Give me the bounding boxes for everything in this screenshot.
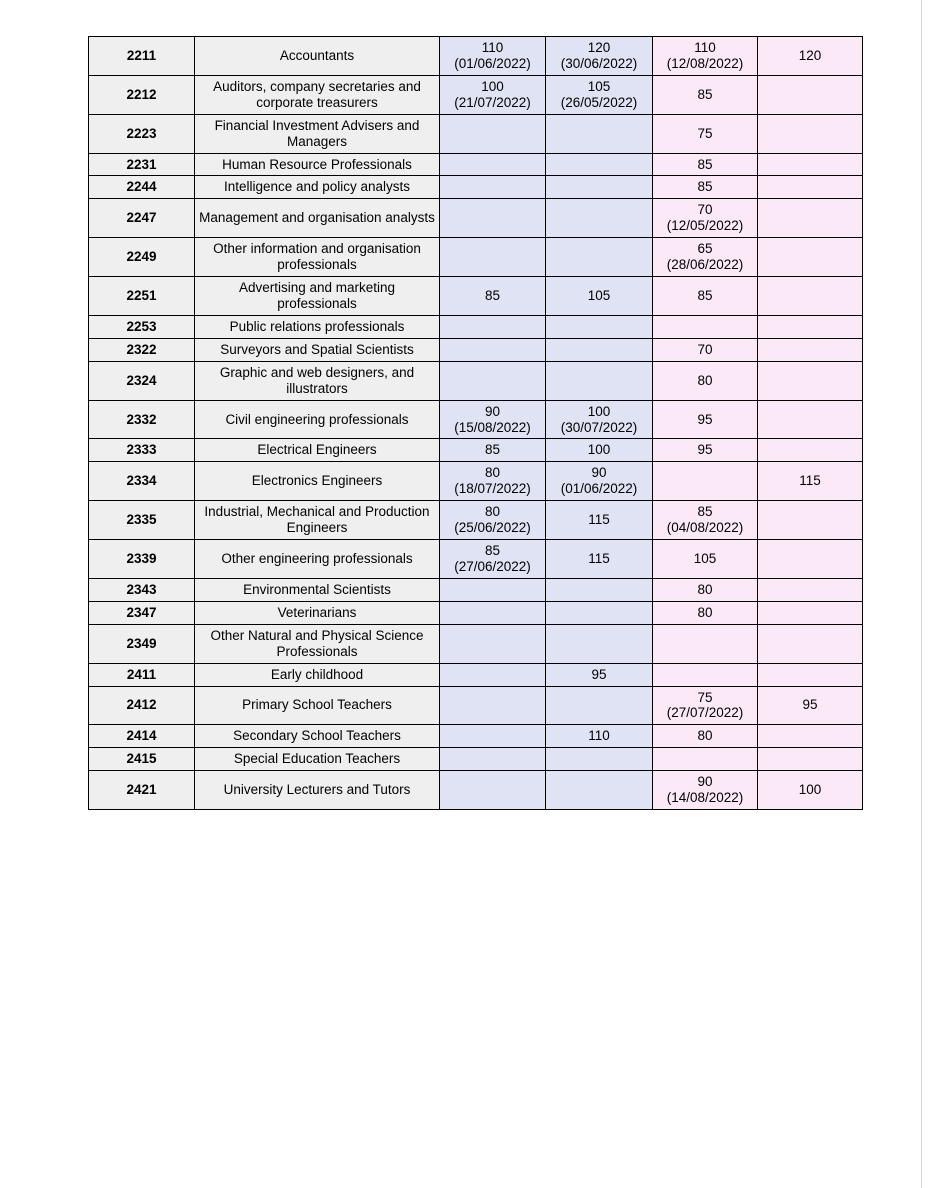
table-row — [89, 277, 863, 316]
ceiling-value: 115 — [588, 512, 610, 528]
ceiling-value: 90 — [697, 774, 713, 790]
round-3-cell — [653, 338, 758, 361]
round-2-cell — [546, 686, 653, 725]
round-3-cell — [653, 578, 758, 601]
occupation-code-cell: 2332 — [89, 400, 195, 439]
round-4-cell — [758, 578, 863, 601]
round-4-cell — [758, 686, 863, 725]
round-4-cell — [758, 663, 863, 686]
occupation-name-cell: Environmental Scientists — [195, 578, 440, 601]
round-4-cell — [758, 75, 863, 114]
round-2-cell — [546, 199, 653, 238]
round-4-cell — [758, 439, 863, 462]
round-2-cell — [546, 361, 653, 400]
ceiling-date: (27/06/2022) — [454, 558, 531, 574]
round-1-cell — [440, 114, 546, 153]
round-2-cell — [546, 153, 653, 176]
round-2-cell — [546, 277, 653, 316]
round-4-cell — [758, 540, 863, 579]
occupation-name-cell: Veterinarians — [195, 601, 440, 624]
table-row — [89, 725, 863, 748]
round-3-cell — [653, 361, 758, 400]
round-2-cell — [546, 37, 653, 76]
round-1-cell — [440, 75, 546, 114]
round-1-cell — [440, 601, 546, 624]
table-row — [89, 601, 863, 624]
round-4-cell — [758, 501, 863, 540]
ceiling-value: 90 — [484, 403, 501, 419]
round-1-cell — [440, 725, 546, 748]
occupation-name-cell: Other engineering professionals — [195, 540, 440, 579]
round-2-cell — [546, 439, 653, 462]
round-3-cell — [653, 462, 758, 501]
ceiling-value: 120 — [798, 47, 822, 63]
round-1-cell — [440, 199, 546, 238]
round-2-cell — [546, 338, 653, 361]
round-2-cell — [546, 540, 653, 579]
round-2-cell — [546, 75, 653, 114]
ceiling-date: (04/08/2022) — [666, 520, 744, 536]
table-row — [89, 686, 863, 725]
ceiling-value: 100 — [587, 403, 611, 419]
table-row — [89, 540, 863, 579]
occupation-code-cell: 2244 — [89, 176, 195, 199]
round-1-cell — [440, 663, 546, 686]
round-1-cell — [440, 37, 546, 76]
round-1-cell — [440, 153, 546, 176]
table-row — [89, 238, 863, 277]
table-row — [89, 501, 863, 540]
occupation-table-container — [88, 36, 862, 810]
table-row — [89, 199, 863, 238]
ceiling-value: 85 — [484, 288, 501, 304]
ceiling-value: 120 — [587, 40, 611, 55]
occupation-code-cell: 2253 — [89, 315, 195, 338]
ceiling-value: 75 — [697, 689, 713, 705]
round-3-cell — [653, 771, 758, 810]
round-4-cell — [758, 238, 863, 277]
ceiling-value: 100 — [481, 78, 504, 94]
ceiling-value: 70 — [697, 341, 713, 357]
round-1-cell — [440, 578, 546, 601]
round-2-cell — [546, 663, 653, 686]
table-row — [89, 578, 863, 601]
occupation-name-cell: Graphic and web designers, and illustrators — [195, 361, 440, 400]
occupation-code-cell: 2414 — [89, 725, 195, 748]
round-3-cell — [653, 540, 758, 579]
page-right-margin-rule — [921, 0, 930, 1188]
occupation-name-cell: Early childhood — [195, 663, 440, 686]
ceiling-value: 105 — [693, 551, 717, 566]
round-3-cell — [653, 176, 758, 199]
table-row — [89, 315, 863, 338]
ceiling-value: 115 — [799, 473, 821, 489]
table-row — [89, 114, 863, 153]
occupation-ceiling-table — [88, 36, 863, 810]
round-2-cell — [546, 176, 653, 199]
round-1-cell — [440, 338, 546, 361]
round-1-cell — [440, 501, 546, 540]
occupation-name-cell: Primary School Teachers — [195, 686, 440, 725]
round-4-cell — [758, 114, 863, 153]
ceiling-date: (12/08/2022) — [666, 55, 744, 71]
round-3-cell — [653, 439, 758, 462]
ceiling-value: 85 — [697, 156, 713, 172]
occupation-name-cell: Industrial, Mechanical and Production Engineers — [195, 501, 440, 540]
table-row — [89, 37, 863, 76]
ceiling-date: (12/05/2022) — [666, 218, 744, 234]
ceiling-date: (21/07/2022) — [454, 94, 531, 110]
round-1-cell — [440, 277, 546, 316]
table-row — [89, 361, 863, 400]
round-4-cell — [758, 624, 863, 663]
ceiling-value: 100 — [798, 782, 822, 798]
table-row — [89, 771, 863, 810]
round-4-cell — [758, 315, 863, 338]
ceiling-value: 80 — [697, 581, 713, 597]
occupation-code-cell: 2412 — [89, 686, 195, 725]
occupation-name-cell: Electrical Engineers — [195, 439, 440, 462]
ceiling-value: 80 — [484, 504, 501, 520]
ceiling-value: 75 — [697, 125, 713, 141]
round-1-cell — [440, 462, 546, 501]
round-2-cell — [546, 748, 653, 771]
ceiling-value: 115 — [588, 551, 610, 566]
occupation-name-cell: Public relations professionals — [195, 315, 440, 338]
ceiling-value: 85 — [697, 504, 713, 520]
round-3-cell — [653, 153, 758, 176]
round-3-cell — [653, 114, 758, 153]
ceiling-value: 80 — [697, 604, 713, 620]
occupation-code-cell: 2249 — [89, 238, 195, 277]
round-2-cell — [546, 462, 653, 501]
occupation-name-cell: Electronics Engineers — [195, 462, 440, 501]
round-3-cell — [653, 686, 758, 725]
occupation-name-cell: Special Education Teachers — [195, 748, 440, 771]
ceiling-date: (30/07/2022) — [560, 419, 638, 435]
ceiling-value: 85 — [484, 543, 501, 559]
round-1-cell — [440, 176, 546, 199]
round-4-cell — [758, 37, 863, 76]
occupation-code-cell: 2333 — [89, 439, 195, 462]
occupation-name-cell: Advertising and marketing professionals — [195, 277, 440, 316]
occupation-code-cell: 2343 — [89, 578, 195, 601]
ceiling-value: 85 — [697, 288, 713, 304]
occupation-name-cell: University Lecturers and Tutors — [195, 771, 440, 810]
occupation-code-cell: 2212 — [89, 75, 195, 114]
ceiling-value: 95 — [802, 697, 818, 713]
table-row — [89, 663, 863, 686]
round-4-cell — [758, 601, 863, 624]
ceiling-value: 90 — [591, 465, 607, 481]
occupation-code-cell: 2223 — [89, 114, 195, 153]
round-4-cell — [758, 462, 863, 501]
round-4-cell — [758, 725, 863, 748]
table-row — [89, 624, 863, 663]
ceiling-date: (18/07/2022) — [454, 481, 531, 497]
occupation-code-cell: 2247 — [89, 199, 195, 238]
ceiling-date: (25/06/2022) — [454, 520, 531, 536]
round-2-cell — [546, 238, 653, 277]
table-row — [89, 400, 863, 439]
round-1-cell — [440, 400, 546, 439]
ceiling-date: (01/06/2022) — [560, 481, 638, 497]
round-3-cell — [653, 277, 758, 316]
occupation-name-cell: Civil engineering professionals — [195, 400, 440, 439]
round-4-cell — [758, 748, 863, 771]
ceiling-value: 110 — [588, 728, 610, 744]
round-3-cell — [653, 37, 758, 76]
round-2-cell — [546, 771, 653, 810]
ceiling-value: 95 — [591, 666, 607, 682]
ceiling-date: (15/08/2022) — [454, 419, 531, 435]
occupation-name-cell: Human Resource Professionals — [195, 153, 440, 176]
occupation-name-cell: Accountants — [195, 37, 440, 76]
round-2-cell — [546, 725, 653, 748]
round-1-cell — [440, 748, 546, 771]
round-3-cell — [653, 75, 758, 114]
round-3-cell — [653, 748, 758, 771]
round-4-cell — [758, 199, 863, 238]
ceiling-date: (14/08/2022) — [666, 790, 744, 806]
round-1-cell — [440, 238, 546, 277]
table-row — [89, 338, 863, 361]
round-3-cell — [653, 315, 758, 338]
round-2-cell — [546, 601, 653, 624]
table-row — [89, 439, 863, 462]
round-2-cell — [546, 624, 653, 663]
occupation-name-cell: Other Natural and Physical Science Professionals — [195, 624, 440, 663]
round-4-cell — [758, 153, 863, 176]
occupation-code-cell: 2231 — [89, 153, 195, 176]
occupation-code-cell: 2334 — [89, 462, 195, 501]
ceiling-value: 80 — [697, 728, 713, 744]
round-4-cell — [758, 400, 863, 439]
round-3-cell — [653, 199, 758, 238]
ceiling-date: (01/06/2022) — [454, 55, 531, 71]
round-1-cell — [440, 540, 546, 579]
ceiling-value: 95 — [697, 411, 713, 427]
ceiling-date: (27/07/2022) — [666, 705, 744, 721]
table-row — [89, 176, 863, 199]
occupation-code-cell: 2335 — [89, 501, 195, 540]
occupation-name-cell: Auditors, company secretaries and corporate treasurers — [195, 75, 440, 114]
ceiling-value: 105 — [587, 78, 611, 94]
round-4-cell — [758, 338, 863, 361]
occupation-code-cell: 2211 — [89, 37, 195, 76]
round-4-cell — [758, 277, 863, 316]
round-2-cell — [546, 501, 653, 540]
round-3-cell — [653, 725, 758, 748]
table-row — [89, 75, 863, 114]
ceiling-value: 85 — [697, 86, 713, 102]
occupation-code-cell: 2322 — [89, 338, 195, 361]
ceiling-value: 95 — [697, 442, 713, 458]
occupation-table-body — [89, 37, 863, 810]
occupation-name-cell: Intelligence and policy analysts — [195, 176, 440, 199]
ceiling-date: (30/06/2022) — [560, 55, 638, 71]
table-row — [89, 462, 863, 501]
occupation-name-cell: Management and organisation analysts — [195, 199, 440, 238]
round-3-cell — [653, 400, 758, 439]
round-1-cell — [440, 686, 546, 725]
table-row — [89, 748, 863, 771]
round-1-cell — [440, 439, 546, 462]
round-2-cell — [546, 400, 653, 439]
ceiling-value: 100 — [587, 442, 611, 458]
round-3-cell — [653, 501, 758, 540]
ceiling-value: 110 — [481, 40, 504, 55]
occupation-code-cell: 2411 — [89, 663, 195, 686]
ceiling-value: 105 — [587, 288, 611, 304]
round-3-cell — [653, 624, 758, 663]
occupation-code-cell: 2339 — [89, 540, 195, 579]
ceiling-value: 110 — [694, 40, 716, 55]
ceiling-value: 85 — [697, 179, 713, 195]
round-2-cell — [546, 114, 653, 153]
ceiling-value: 80 — [697, 372, 713, 388]
round-2-cell — [546, 315, 653, 338]
round-4-cell — [758, 361, 863, 400]
round-3-cell — [653, 663, 758, 686]
round-1-cell — [440, 361, 546, 400]
occupation-code-cell: 2347 — [89, 601, 195, 624]
round-3-cell — [653, 238, 758, 277]
occupation-code-cell: 2349 — [89, 624, 195, 663]
occupation-code-cell: 2251 — [89, 277, 195, 316]
round-4-cell — [758, 176, 863, 199]
ceiling-value: 80 — [484, 465, 501, 481]
round-2-cell — [546, 578, 653, 601]
occupation-code-cell: 2415 — [89, 748, 195, 771]
occupation-name-cell: Secondary School Teachers — [195, 725, 440, 748]
ceiling-date: (28/06/2022) — [666, 257, 744, 273]
round-3-cell — [653, 601, 758, 624]
occupation-code-cell: 2421 — [89, 771, 195, 810]
round-4-cell — [758, 771, 863, 810]
occupation-code-cell: 2324 — [89, 361, 195, 400]
ceiling-date: (26/05/2022) — [560, 94, 638, 110]
occupation-name-cell: Other information and organisation professionals — [195, 238, 440, 277]
ceiling-value: 70 — [697, 202, 713, 218]
round-1-cell — [440, 624, 546, 663]
round-1-cell — [440, 315, 546, 338]
ceiling-value: 65 — [697, 241, 713, 257]
occupation-name-cell: Surveyors and Spatial Scientists — [195, 338, 440, 361]
round-1-cell — [440, 771, 546, 810]
ceiling-value: 85 — [484, 442, 501, 458]
occupation-name-cell: Financial Investment Advisers and Managers — [195, 114, 440, 153]
table-row — [89, 153, 863, 176]
